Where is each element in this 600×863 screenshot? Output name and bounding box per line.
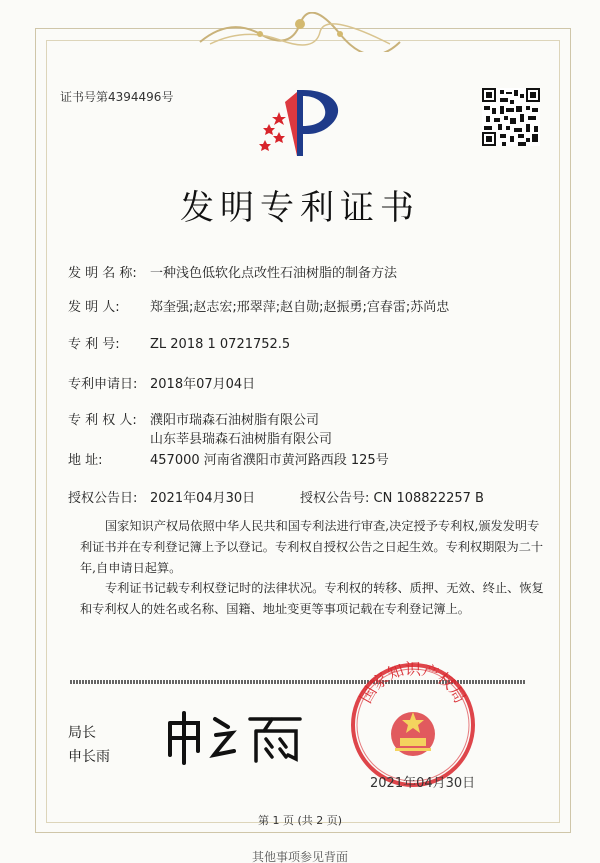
- patentee-row-2: [150, 428, 332, 447]
- certificate-title: 发明专利证书: [180, 188, 420, 228]
- grant-date-row: [68, 487, 255, 506]
- grant-date-value: 2021年04月30日: [150, 491, 256, 506]
- director-name: 申长雨: [68, 749, 110, 765]
- page-number: 第 1 页 (共 2 页): [257, 814, 343, 827]
- seal-date: 2021年04月30日: [370, 776, 476, 791]
- bottom-note: 其他事项参见背面: [251, 850, 348, 863]
- body-paragraph-2: 专利证书记载专利权登记时的法律状况。专利权的转移、质押、无效、终止、恢复和专利权人的姓名或名称、国籍、地址变更等事项记载在专利登记簿上。: [80, 581, 544, 616]
- filing-date-value: 2018年07月04日: [150, 377, 256, 392]
- svg-text:国家知识产权局: [356, 660, 470, 706]
- invention-name-label: 发 明 名 称:: [68, 266, 137, 281]
- address-row: [68, 449, 389, 468]
- inventors-label: 发 明 人:: [68, 300, 120, 315]
- address-label: 地 址:: [68, 453, 103, 468]
- director-title: 局长: [68, 725, 96, 741]
- handwritten-signature: [160, 705, 310, 765]
- cnipa-emblem-icon: [257, 82, 349, 162]
- body-paragraph-1: 国家知识产权局依照中华人民共和国专利法进行审查,决定授予专利权,颁发发明专利证书并在专利登记簿上予以登记。专利权自授权公告之日起生效。专利权期限为二十年,自申请日起算。: [80, 519, 544, 575]
- filing-date-row: [68, 373, 255, 392]
- patent-number-value: ZL 2018 1 0721752.5: [150, 337, 291, 352]
- inventors-value: 郑奎强;赵志宏;邢翠萍;赵自勋;赵振勇;宫春雷;苏尚忠: [150, 300, 450, 315]
- inventors-row: [68, 296, 449, 315]
- patent-number-label: 专 利 号:: [68, 337, 120, 352]
- grant-number-value: CN 108822257 B: [373, 491, 484, 506]
- ornament-decoration: [190, 12, 410, 52]
- patent-number-row: [68, 333, 290, 352]
- invention-name-value: 一种浅色低软化点改性石油树脂的制备方法: [150, 266, 398, 281]
- patentee-label: 专 利 权 人:: [68, 413, 137, 428]
- patentee-value-2: 山东莘县瑞森石油树脂有限公司: [150, 432, 333, 447]
- grant-date-label: 授权公告日:: [68, 491, 138, 506]
- patentee-value-1: 濮阳市瑞森石油树脂有限公司: [150, 413, 320, 428]
- patentee-row: [68, 409, 319, 428]
- grant-number-label: 授权公告号:: [300, 491, 370, 506]
- invention-name-row: [68, 262, 397, 281]
- seal-text: 国家知识产权局: [356, 660, 470, 707]
- qr-code-icon: [482, 88, 540, 146]
- certificate-number: 证书号第4394496号: [60, 90, 174, 104]
- grant-number-row: [300, 487, 484, 506]
- address-value: 457000 河南省濮阳市黄河路西段 125号: [150, 453, 389, 468]
- filing-date-label: 专利申请日:: [68, 377, 138, 392]
- official-seal-icon: [348, 660, 478, 790]
